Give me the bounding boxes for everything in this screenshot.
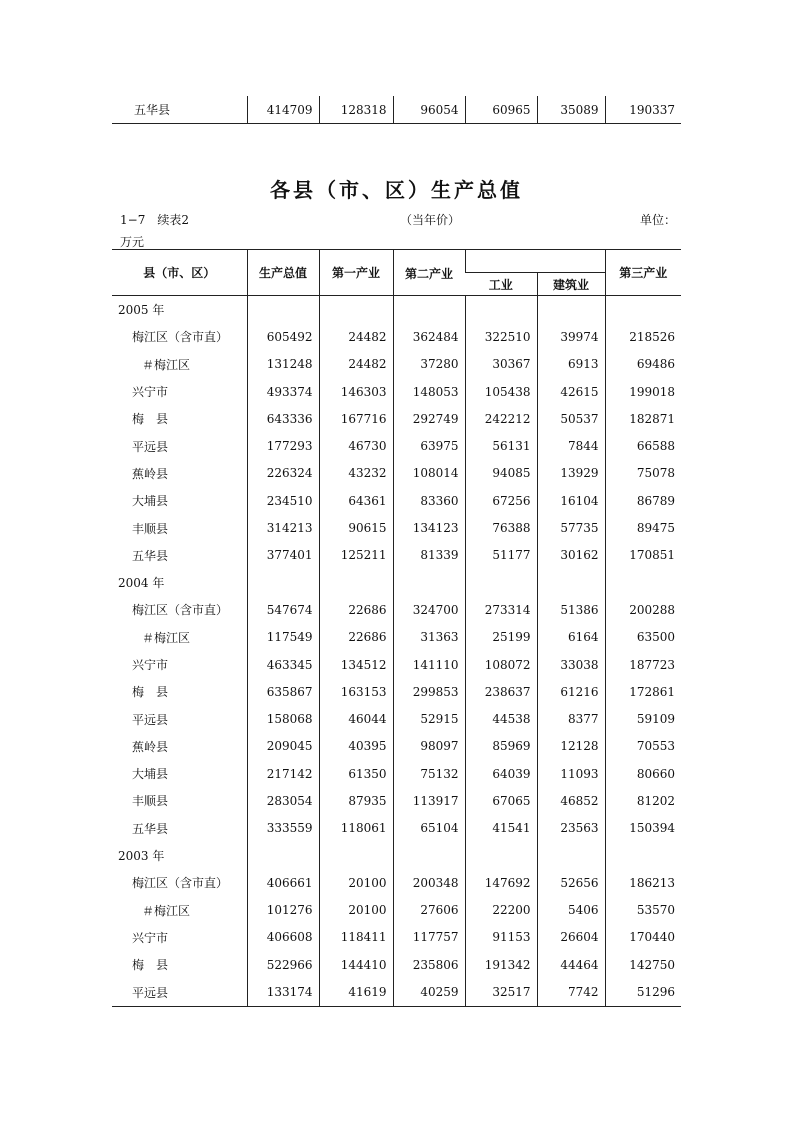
page-title: 各县（市、区）生产总值 [270,178,523,202]
construction-value: 5406 [537,897,605,924]
industry-value: 108072 [465,651,537,678]
industry-value: 44538 [465,705,537,732]
table-row [112,378,681,405]
table-row [112,514,681,541]
primary-value: 134512 [319,651,393,678]
gdp-value: 406661 [247,869,319,896]
gdp-value: 406608 [247,924,319,951]
secondary-value: 292749 [393,405,465,432]
county-name: 梅 县 [132,685,169,700]
year-label: 2004 年 [118,576,165,591]
industry-value: 91153 [465,924,537,951]
industry-value: 191342 [465,951,537,978]
table-row [112,96,681,124]
construction-value: 11093 [537,760,605,787]
county-name: 蕉岭县 [132,739,169,754]
construction-value: 7742 [537,978,605,1006]
tertiary-value: 80660 [605,760,681,787]
primary-value: 20100 [319,897,393,924]
tertiary-value: 66588 [605,432,681,459]
industry-value: 238637 [465,678,537,705]
county-name: ＃梅江区 [142,630,191,645]
construction-value: 30162 [537,542,605,569]
primary-value: 163153 [319,678,393,705]
header-industry: 工业 [465,273,537,296]
construction-value: 8377 [537,705,605,732]
tertiary-value: 70553 [605,733,681,760]
empty-cell [465,842,537,869]
gdp-value: 377401 [247,542,319,569]
table-row [112,951,681,978]
secondary-value: 96054 [393,96,465,124]
tertiary-value: 81202 [605,787,681,814]
secondary-value: 52915 [393,705,465,732]
empty-cell [465,569,537,596]
gdp-value: 547674 [247,596,319,623]
year-label: 2003 年 [118,849,165,864]
secondary-value: 200348 [393,869,465,896]
secondary-value: 299853 [393,678,465,705]
table-row [112,432,681,459]
primary-value: 146303 [319,378,393,405]
gdp-value: 493374 [247,378,319,405]
empty-cell [537,842,605,869]
primary-value: 43232 [319,460,393,487]
county-name: 梅 县 [132,958,169,973]
tertiary-value: 69486 [605,351,681,378]
industry-value: 41541 [465,815,537,842]
header-gdp: 生产总值 [247,250,319,296]
county-name: ＃梅江区 [142,357,191,372]
tertiary-value: 51296 [605,978,681,1006]
county-name: 兴宁市 [132,385,169,400]
gdp-value: 522966 [247,951,319,978]
gdp-value: 158068 [247,705,319,732]
county-name: ＃梅江区 [142,903,191,918]
industry-value: 85969 [465,733,537,760]
construction-value: 42615 [537,378,605,405]
industry-value: 76388 [465,514,537,541]
table-row [112,815,681,842]
gdp-table [112,249,681,1007]
county-name: 大埔县 [132,494,169,509]
construction-value: 39974 [537,323,605,350]
county-name: 五华县 [134,103,171,117]
primary-value: 118411 [319,924,393,951]
secondary-value: 75132 [393,760,465,787]
tertiary-value: 86789 [605,487,681,514]
gdp-value: 177293 [247,432,319,459]
gdp-value: 117549 [247,624,319,651]
industry-value: 67065 [465,787,537,814]
secondary-value: 362484 [393,323,465,350]
secondary-value: 40259 [393,978,465,1006]
construction-value: 6913 [537,351,605,378]
industry-value: 105438 [465,378,537,405]
primary-value: 87935 [319,787,393,814]
empty-cell [465,296,537,324]
tertiary-value: 172861 [605,678,681,705]
table-row [112,978,681,1006]
industry-value: 60965 [465,96,537,124]
empty-cell [393,842,465,869]
industry-value: 25199 [465,624,537,651]
secondary-value: 141110 [393,651,465,678]
header-secondary: 第二产业 [393,250,465,296]
table-row [112,596,681,623]
industry-value: 273314 [465,596,537,623]
tertiary-value: 53570 [605,897,681,924]
county-name: 五华县 [132,821,169,836]
county-name: 丰顺县 [132,794,169,809]
secondary-value: 148053 [393,378,465,405]
table-row [112,787,681,814]
construction-value: 12128 [537,733,605,760]
county-name: 平远县 [132,712,169,727]
county-name: 兴宁市 [132,658,169,672]
tertiary-value: 187723 [605,651,681,678]
primary-value: 20100 [319,869,393,896]
county-name: 蕉岭县 [132,466,169,481]
header-construction: 建筑业 [537,273,605,296]
tertiary-value: 182871 [605,405,681,432]
county-name: 大埔县 [132,767,169,782]
empty-cell [605,569,681,596]
county-name: 梅江区（含市直） [132,330,229,345]
industry-value: 51177 [465,542,537,569]
primary-value: 90615 [319,514,393,541]
secondary-value: 235806 [393,951,465,978]
gdp-value: 209045 [247,733,319,760]
primary-value: 40395 [319,733,393,760]
county-name: 丰顺县 [132,521,169,536]
year-row [112,296,681,324]
industry-value: 56131 [465,432,537,459]
empty-cell [247,569,319,596]
table-row [112,624,681,651]
table-row [112,869,681,896]
header-primary: 第一产业 [319,250,393,296]
table-row [112,351,681,378]
secondary-value: 37280 [393,351,465,378]
tertiary-value: 150394 [605,815,681,842]
year-row [112,569,681,596]
primary-value: 167716 [319,405,393,432]
table-row [112,678,681,705]
header-secondary-blank [465,250,605,273]
gdp-value: 217142 [247,760,319,787]
tertiary-value: 190337 [605,96,681,124]
construction-value: 44464 [537,951,605,978]
gdp-value: 414709 [247,96,319,124]
construction-value: 13929 [537,460,605,487]
empty-cell [319,296,393,324]
construction-value: 57735 [537,514,605,541]
secondary-value: 27606 [393,897,465,924]
industry-value: 147692 [465,869,537,896]
tertiary-value: 59109 [605,705,681,732]
empty-cell [537,569,605,596]
primary-value: 24482 [319,323,393,350]
industry-value: 32517 [465,978,537,1006]
gdp-value: 234510 [247,487,319,514]
primary-value: 144410 [319,951,393,978]
header-county: 县（市、区） [112,250,247,296]
construction-value: 52656 [537,869,605,896]
primary-value: 41619 [319,978,393,1006]
industry-value: 30367 [465,351,537,378]
construction-value: 51386 [537,596,605,623]
industry-value: 322510 [465,323,537,350]
table-row [112,733,681,760]
tertiary-value: 170851 [605,542,681,569]
empty-cell [319,842,393,869]
primary-value: 125211 [319,542,393,569]
table-row [112,323,681,350]
primary-value: 24482 [319,351,393,378]
primary-value: 46730 [319,432,393,459]
gdp-value: 283054 [247,787,319,814]
construction-value: 23563 [537,815,605,842]
previous-page-table [112,96,681,124]
industry-value: 94085 [465,460,537,487]
table-body [112,296,681,1007]
table-row [112,405,681,432]
gdp-value: 605492 [247,323,319,350]
primary-value: 61350 [319,760,393,787]
gdp-value: 333559 [247,815,319,842]
primary-value: 22686 [319,624,393,651]
empty-cell [319,569,393,596]
secondary-value: 98097 [393,733,465,760]
table-row [112,487,681,514]
industry-value: 64039 [465,760,537,787]
secondary-value: 81339 [393,542,465,569]
year-row [112,842,681,869]
price-basis: （当年价） [400,213,461,227]
tertiary-value: 200288 [605,596,681,623]
unit-value: 万元 [120,235,145,249]
tertiary-value: 199018 [605,378,681,405]
table-row [112,897,681,924]
county-name: 梅 县 [132,412,169,427]
gdp-value: 101276 [247,897,319,924]
empty-cell [247,296,319,324]
construction-value: 6164 [537,624,605,651]
secondary-value: 108014 [393,460,465,487]
secondary-value: 117757 [393,924,465,951]
empty-cell [605,842,681,869]
empty-cell [247,842,319,869]
secondary-value: 134123 [393,514,465,541]
unit-label: 单位： [640,213,677,227]
table-row [112,705,681,732]
table-row [112,651,681,678]
primary-value: 118061 [319,815,393,842]
tertiary-value: 75078 [605,460,681,487]
gdp-value: 314213 [247,514,319,541]
construction-value: 33038 [537,651,605,678]
gdp-value: 643336 [247,405,319,432]
secondary-value: 65104 [393,815,465,842]
table-row [112,460,681,487]
tertiary-value: 186213 [605,869,681,896]
primary-value: 64361 [319,487,393,514]
secondary-value: 83360 [393,487,465,514]
county-name: 五华县 [132,548,169,563]
industry-value: 22200 [465,897,537,924]
secondary-value: 113917 [393,787,465,814]
gdp-value: 131248 [247,351,319,378]
primary-value: 128318 [319,96,393,124]
table-number: 1−7 续表2 [120,213,189,227]
gdp-value: 463345 [247,651,319,678]
gdp-value: 133174 [247,978,319,1006]
county-name: 梅江区（含市直） [132,876,229,891]
year-label: 2005 年 [118,303,165,318]
tertiary-value: 89475 [605,514,681,541]
tertiary-value: 170440 [605,924,681,951]
empty-cell [605,296,681,324]
tertiary-value: 142750 [605,951,681,978]
county-name: 兴宁市 [132,930,169,945]
construction-value: 61216 [537,678,605,705]
industry-value: 67256 [465,487,537,514]
table-row [112,542,681,569]
table-row [112,924,681,951]
empty-cell [537,296,605,324]
primary-value: 46044 [319,705,393,732]
construction-value: 26604 [537,924,605,951]
table-row [112,760,681,787]
secondary-value: 63975 [393,432,465,459]
construction-value: 50537 [537,405,605,432]
county-name: 平远县 [132,439,169,454]
gdp-value: 635867 [247,678,319,705]
primary-value: 22686 [319,596,393,623]
county-name: 平远县 [132,985,169,1000]
empty-cell [393,569,465,596]
tertiary-value: 218526 [605,323,681,350]
header-tertiary: 第三产业 [605,250,681,296]
construction-value: 7844 [537,432,605,459]
county-name: 梅江区（含市直） [132,603,229,618]
tertiary-value: 63500 [605,624,681,651]
secondary-value: 324700 [393,596,465,623]
gdp-value: 226324 [247,460,319,487]
industry-value: 242212 [465,405,537,432]
construction-value: 16104 [537,487,605,514]
construction-value: 35089 [537,96,605,124]
construction-value: 46852 [537,787,605,814]
empty-cell [393,296,465,324]
secondary-value: 31363 [393,624,465,651]
